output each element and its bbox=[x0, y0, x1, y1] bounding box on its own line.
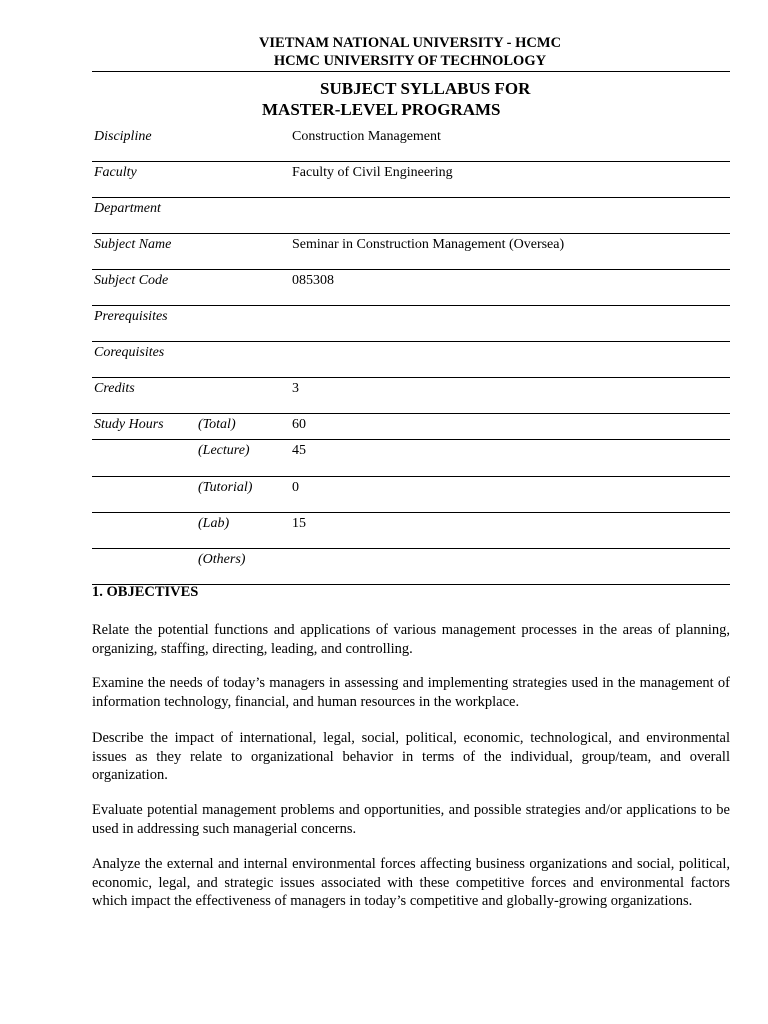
table-divider bbox=[92, 269, 730, 270]
school-name: HCMC UNIVERSITY OF TECHNOLOGY bbox=[273, 53, 547, 69]
objective-paragraph: Relate the potential functions and applications of various management processes in the areas of planning, organizing, staffing, directing, leading, and controlling. bbox=[92, 622, 730, 657]
table-divider bbox=[92, 341, 730, 342]
objective-paragraph: Analyze the external and internal environmental forces affecting business organizations and social, political, economic, legal, and strategic issues associated with these competitive forces and environmental factors which impact the effectiveness of managers in today’s competitive and globally-growing organizations. bbox=[92, 856, 730, 909]
study-hours-label: Study Hours bbox=[94, 417, 164, 432]
subject-code-value: 085308 bbox=[292, 273, 334, 288]
tutorial-hours-label: (Tutorial) bbox=[198, 480, 253, 495]
objective-paragraph: Describe the impact of international, legal, social, political, economic, technological, and environmental issues as they relate to organizational behavior in terms of the individual, group/team, and overall organization. bbox=[92, 730, 730, 783]
credits-value: 3 bbox=[292, 381, 299, 396]
discipline-value: Construction Management bbox=[292, 129, 441, 144]
others-hours-label: (Others) bbox=[198, 552, 246, 567]
lecture-hours-value: 45 bbox=[292, 443, 306, 458]
credits-label: Credits bbox=[94, 381, 135, 396]
document-title-line1: SUBJECT SYLLABUS FOR bbox=[320, 79, 531, 98]
faculty-value: Faculty of Civil Engineering bbox=[292, 165, 453, 180]
subject-name-label: Subject Name bbox=[94, 237, 172, 252]
tutorial-hours-value: 0 bbox=[292, 480, 299, 495]
subject-name-value: Seminar in Construction Management (Oversea) bbox=[292, 237, 565, 252]
table-divider bbox=[92, 512, 730, 513]
faculty-label: Faculty bbox=[94, 165, 137, 180]
subject-code-label: Subject Code bbox=[94, 273, 169, 288]
department-label: Department bbox=[94, 201, 161, 216]
objective-paragraph: Evaluate potential management problems and opportunities, and possible strategies and/or applications to be used in addressing such managerial concerns. bbox=[92, 802, 730, 837]
document-title-line2: MASTER-LEVEL PROGRAMS bbox=[262, 100, 501, 119]
table-divider bbox=[92, 305, 730, 306]
table-divider bbox=[92, 413, 730, 414]
table-divider bbox=[92, 548, 730, 549]
table-divider bbox=[92, 377, 730, 378]
discipline-label: Discipline bbox=[94, 129, 152, 144]
table-divider bbox=[92, 439, 730, 440]
lecture-hours-label: (Lecture) bbox=[198, 443, 250, 458]
lab-hours-value: 15 bbox=[292, 516, 306, 531]
table-divider bbox=[92, 197, 730, 198]
table-divider bbox=[92, 233, 730, 234]
header-divider bbox=[92, 71, 730, 72]
objectives-heading: 1. OBJECTIVES bbox=[92, 584, 199, 600]
document-header bbox=[0, 34, 768, 70]
table-divider bbox=[92, 476, 730, 477]
total-hours-value: 60 bbox=[292, 417, 306, 432]
corequisites-label: Corequisites bbox=[94, 345, 165, 360]
lab-hours-label: (Lab) bbox=[198, 516, 230, 531]
university-name: VIETNAM NATIONAL UNIVERSITY - HCMC bbox=[258, 35, 562, 51]
prerequisites-label: Prerequisites bbox=[94, 309, 168, 324]
table-divider bbox=[92, 161, 730, 162]
objective-paragraph: Examine the needs of today’s managers in assessing and implementing strategies used in the management of information technology, financial, and human resources in the workplace. bbox=[92, 675, 730, 710]
total-hours-label: (Total) bbox=[198, 417, 236, 432]
